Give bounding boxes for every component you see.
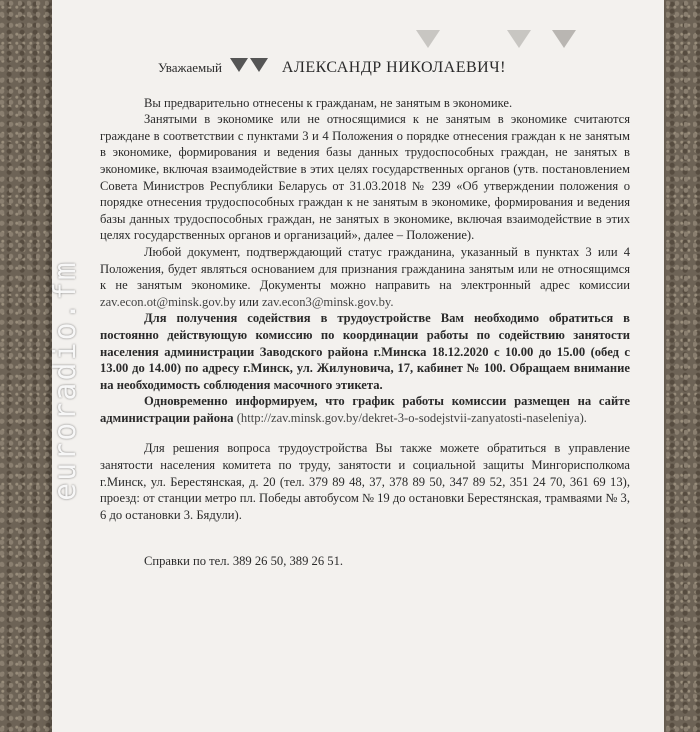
- commission-email-1[interactable]: zav.econ.ot@minsk.gov.by: [100, 294, 236, 309]
- watermark-text: euroradio.fm: [47, 259, 83, 501]
- redaction-triangle-icon: [507, 30, 531, 48]
- administration-site-link[interactable]: (http://zav.minsk.gov.by/dekret-3-o-sodejstvii-zanyatosti-naseleniya).: [236, 410, 587, 425]
- watermark: [45, 250, 85, 510]
- paragraph-schedule: Одновременно информируем, что график работы комиссии размещен на сайте администрации района (http://zav.minsk.gov.by/dekret-3-o-sodejstvii-zanyatosti-naseleniya).: [100, 394, 630, 425]
- paragraph-status: Вы предварительно отнесены к гражданам, не занятым в экономике.: [144, 95, 513, 110]
- addressee-name: АЛЕКСАНДР НИКОЛАЕВИЧ!: [281, 59, 506, 76]
- commission-email-2[interactable]: zav.econ3@minsk.gov.by.: [261, 294, 394, 309]
- paragraph-appointment: Для получения содействия в трудоустройстве Вам необходимо обратиться в постоянно действующую комиссию по координации работы по содействию занятости населения администрации Заводского района г.Минска 18.12.2020 с 10.00 до 15.00 (обед с 13.00 до 14.00) по адресу г.Минск, ул. Жилуновича, 17, кабинет № 100. Обращаем внимание на необходимость соблюдения масочного этикета.: [100, 311, 630, 392]
- redaction-triangle-icon: [416, 30, 440, 48]
- redaction-mark: [222, 60, 282, 72]
- paragraph-employment-office: Для решения вопроса трудоустройства Вы также можете обратиться в управление занятости населения комитета по труду, занятости и социальной защиты Мингорисполкома г.Минск, ул. Берестянская, д. 20 (тел. 379 89 48, 37, 378 89 50, 347 89 52, 351 24 70, 361 69 13), проезд: от станции метро пл. Победы автобусом № 19 до остановки Берестянская, трамваями № 3, 6 до остановки 3. Бядули).: [100, 441, 630, 522]
- paragraph-definition: Занятыми в экономике или не относящимися к не занятым в экономике считаются граждане в соответствии с пунктами 3 и 4 Положения о порядке отнесения граждан к не занятым в экономике, формирования и ведения базы данных трудоспособных граждан, не занятых в экономике, включая взаимодействие в этих целях государственных органов (утв. постановлением Совета Министров Республики Беларусь от 31.03.2018 № 239 «Об утверждении положения о порядке отнесения трудоспособных граждан к не занятым в экономике, формирования и ведения базы данных трудоспособных граждан, не занятых в экономике, включая взаимодействие в этих целях государственных органов и организаций», далее – Положение).: [100, 112, 630, 243]
- footer-phones: Справки по тел. 389 26 50, 389 26 51.: [144, 554, 344, 569]
- paragraph-documents: Любой документ, подтверждающий статус гражданина, указанный в пунктах 3 или 4 Положения, будет являться основанием для признания гражданина занятым или не относящимся к не занятым экономике. Документы можно направить на электронный адрес комиссии zav.econ.ot@minsk.gov.by или zav.econ3@minsk.gov.by.: [100, 244, 630, 309]
- salutation: [158, 60, 630, 77]
- salutation-prefix: Уважаемый: [158, 60, 222, 75]
- redaction-triangle-icon: [552, 30, 576, 48]
- letter-body: [100, 60, 630, 570]
